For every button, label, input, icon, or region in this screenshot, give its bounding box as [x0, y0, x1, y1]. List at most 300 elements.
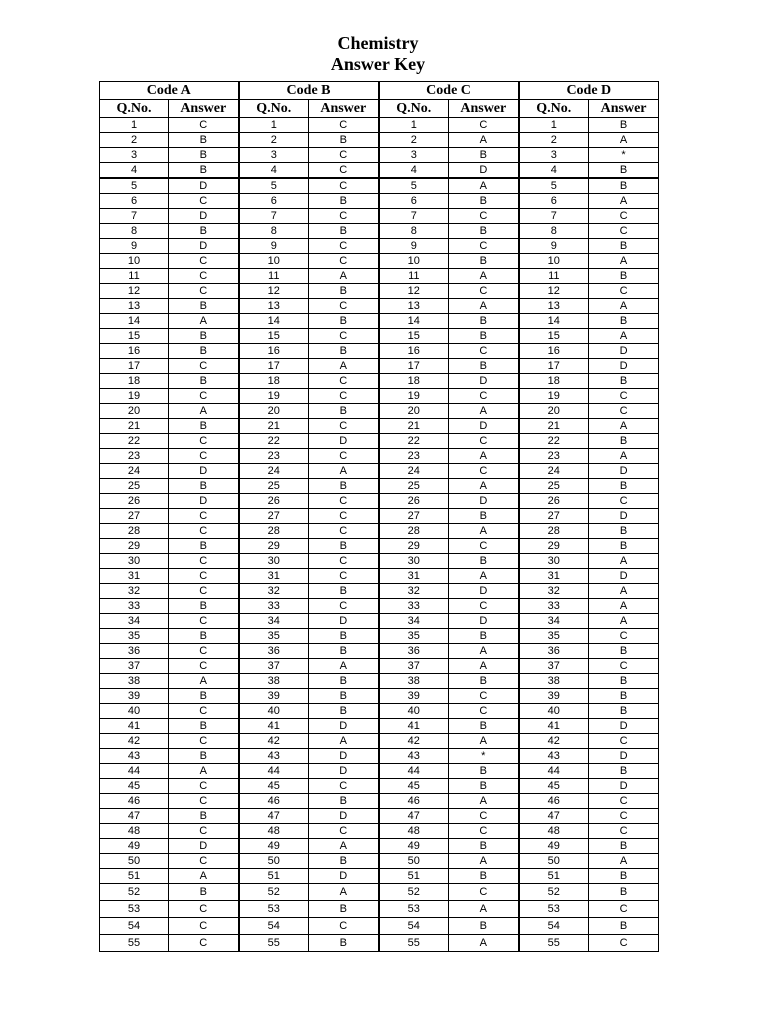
answer-cell: A	[309, 884, 379, 901]
question-number-cell: 53	[379, 901, 449, 918]
answer-cell: C	[449, 344, 519, 359]
question-number-cell: 8	[519, 224, 589, 239]
question-number-cell: 55	[100, 935, 169, 952]
answer-cell: C	[589, 935, 659, 952]
answer-cell: B	[449, 918, 519, 935]
table-row	[100, 404, 659, 419]
question-number-cell: 22	[379, 434, 449, 449]
question-number-cell: 20	[239, 404, 309, 419]
table-row	[100, 209, 659, 224]
question-number-cell: 32	[379, 584, 449, 599]
answer-cell: C	[309, 178, 379, 194]
question-number-cell: 6	[239, 194, 309, 209]
question-number-cell: 27	[379, 509, 449, 524]
question-number-cell: 55	[379, 935, 449, 952]
answer-cell: B	[169, 689, 239, 704]
question-number-cell: 8	[100, 224, 169, 239]
answer-cell: B	[169, 719, 239, 734]
answer-cell: C	[449, 884, 519, 901]
question-number-cell: 7	[379, 209, 449, 224]
question-number-cell: 43	[239, 749, 309, 764]
question-number-cell: 9	[239, 239, 309, 254]
question-number-cell: 43	[100, 749, 169, 764]
answer-cell: A	[309, 839, 379, 854]
answer-cell: B	[589, 539, 659, 554]
answer-cell: B	[309, 224, 379, 239]
question-number-cell: 12	[379, 284, 449, 299]
question-number-cell: 25	[239, 479, 309, 494]
answer-cell: A	[449, 854, 519, 869]
answer-cell: C	[309, 554, 379, 569]
answer-cell: C	[449, 689, 519, 704]
question-number-cell: 2	[239, 133, 309, 148]
answer-cell: C	[169, 854, 239, 869]
answer-cell: D	[589, 464, 659, 479]
answer-cell: B	[169, 539, 239, 554]
question-number-cell: 14	[100, 314, 169, 329]
answer-cell: C	[589, 284, 659, 299]
question-number-cell: 49	[239, 839, 309, 854]
table-row	[100, 344, 659, 359]
question-number-cell: 5	[100, 178, 169, 194]
question-number-cell: 55	[239, 935, 309, 952]
answer-cell: *	[449, 749, 519, 764]
question-number-cell: 10	[100, 254, 169, 269]
table-row	[100, 554, 659, 569]
question-number-cell: 51	[519, 869, 589, 884]
question-number-cell: 7	[239, 209, 309, 224]
question-number-cell: 15	[519, 329, 589, 344]
question-number-cell: 46	[100, 794, 169, 809]
answer-cell: C	[449, 704, 519, 719]
question-number-cell: 10	[379, 254, 449, 269]
question-number-cell: 6	[519, 194, 589, 209]
answer-cell: D	[309, 434, 379, 449]
answer-cell: D	[449, 419, 519, 434]
question-number-cell: 40	[239, 704, 309, 719]
answer-cell: B	[309, 133, 379, 148]
answer-cell: C	[169, 794, 239, 809]
answer-cell: B	[309, 794, 379, 809]
answer-cell: C	[449, 599, 519, 614]
answer-cell: C	[309, 599, 379, 614]
answer-cell: B	[589, 239, 659, 254]
answer-cell: D	[309, 764, 379, 779]
answer-cell: D	[309, 809, 379, 824]
answer-cell: C	[169, 509, 239, 524]
question-number-cell: 11	[519, 269, 589, 284]
answer-cell: C	[309, 209, 379, 224]
question-number-cell: 43	[519, 749, 589, 764]
question-number-cell: 39	[519, 689, 589, 704]
answer-cell: C	[169, 659, 239, 674]
answer-cell: B	[309, 284, 379, 299]
question-number-cell: 34	[519, 614, 589, 629]
answer-cell: A	[589, 254, 659, 269]
question-number-cell: 48	[100, 824, 169, 839]
answer-cell: D	[589, 779, 659, 794]
answer-header: Answer	[449, 100, 519, 118]
answer-cell: A	[589, 599, 659, 614]
question-number-cell: 46	[379, 794, 449, 809]
question-number-cell: 10	[239, 254, 309, 269]
answer-cell: C	[169, 644, 239, 659]
qno-header: Q.No.	[100, 100, 169, 118]
table-row	[100, 584, 659, 599]
table-row	[100, 779, 659, 794]
answer-cell: A	[309, 359, 379, 374]
answer-cell: C	[169, 269, 239, 284]
question-number-cell: 44	[239, 764, 309, 779]
question-number-cell: 36	[379, 644, 449, 659]
question-number-cell: 17	[239, 359, 309, 374]
question-number-cell: 30	[379, 554, 449, 569]
answer-cell: B	[169, 224, 239, 239]
answer-cell: C	[449, 809, 519, 824]
answer-cell: C	[169, 918, 239, 935]
answer-cell: B	[309, 689, 379, 704]
question-number-cell: 47	[519, 809, 589, 824]
answer-cell: B	[169, 599, 239, 614]
answer-cell: A	[449, 269, 519, 284]
answer-cell: B	[449, 674, 519, 689]
document-subtitle: Answer Key	[330, 54, 426, 74]
question-number-cell: 25	[100, 479, 169, 494]
answer-cell: *	[589, 148, 659, 163]
question-number-cell: 3	[100, 148, 169, 163]
question-number-cell: 16	[100, 344, 169, 359]
table-row	[100, 419, 659, 434]
answer-cell: C	[309, 419, 379, 434]
answer-cell: A	[449, 569, 519, 584]
answer-cell: B	[169, 344, 239, 359]
table-row	[100, 704, 659, 719]
qno-header: Q.No.	[239, 100, 309, 118]
question-number-cell: 6	[100, 194, 169, 209]
answer-cell: C	[589, 824, 659, 839]
answer-cell: C	[309, 569, 379, 584]
question-number-cell: 11	[379, 269, 449, 284]
answer-cell: D	[309, 869, 379, 884]
table-row	[100, 839, 659, 854]
answer-cell: A	[589, 329, 659, 344]
question-number-cell: 2	[379, 133, 449, 148]
answer-cell: C	[169, 614, 239, 629]
question-number-cell: 41	[239, 719, 309, 734]
question-number-cell: 23	[519, 449, 589, 464]
question-number-cell: 18	[519, 374, 589, 389]
answer-cell: C	[169, 449, 239, 464]
question-number-cell: 30	[239, 554, 309, 569]
table-row	[100, 269, 659, 284]
table-row	[100, 163, 659, 179]
question-number-cell: 44	[519, 764, 589, 779]
answer-cell: C	[169, 524, 239, 539]
question-number-cell: 55	[519, 935, 589, 952]
question-number-cell: 13	[100, 299, 169, 314]
answer-cell: C	[449, 539, 519, 554]
question-number-cell: 13	[519, 299, 589, 314]
question-number-cell: 27	[519, 509, 589, 524]
question-number-cell: 18	[379, 374, 449, 389]
table-row	[100, 133, 659, 148]
table-row	[100, 449, 659, 464]
table-row	[100, 734, 659, 749]
question-number-cell: 13	[239, 299, 309, 314]
table-row	[100, 194, 659, 209]
answer-cell: B	[449, 148, 519, 163]
question-number-cell: 11	[239, 269, 309, 284]
answer-cell: B	[589, 314, 659, 329]
question-number-cell: 45	[379, 779, 449, 794]
question-number-cell: 5	[239, 178, 309, 194]
answer-cell: B	[449, 194, 519, 209]
answer-cell: C	[169, 254, 239, 269]
table-row	[100, 614, 659, 629]
answer-cell: B	[449, 314, 519, 329]
question-number-cell: 36	[100, 644, 169, 659]
answer-cell: D	[449, 374, 519, 389]
answer-cell: A	[169, 674, 239, 689]
question-number-cell: 34	[239, 614, 309, 629]
question-number-cell: 45	[100, 779, 169, 794]
answer-cell: C	[589, 901, 659, 918]
question-number-cell: 3	[519, 148, 589, 163]
question-number-cell: 53	[100, 901, 169, 918]
question-number-cell: 38	[100, 674, 169, 689]
answer-cell: B	[169, 374, 239, 389]
question-number-cell: 42	[519, 734, 589, 749]
code-d-header: Code D	[519, 82, 659, 100]
answer-cell: C	[309, 494, 379, 509]
column-header-row	[100, 100, 659, 118]
question-number-cell: 7	[519, 209, 589, 224]
table-row	[100, 569, 659, 584]
question-number-cell: 42	[100, 734, 169, 749]
table-row	[100, 479, 659, 494]
question-number-cell: 32	[239, 584, 309, 599]
question-number-cell: 4	[379, 163, 449, 179]
answer-cell: C	[589, 629, 659, 644]
question-number-cell: 5	[379, 178, 449, 194]
question-number-cell: 52	[100, 884, 169, 901]
answer-cell: C	[589, 224, 659, 239]
question-number-cell: 54	[239, 918, 309, 935]
answer-cell: D	[589, 719, 659, 734]
answer-cell: D	[169, 239, 239, 254]
answer-cell: D	[449, 614, 519, 629]
answer-cell: B	[449, 839, 519, 854]
answer-key-body	[100, 118, 659, 952]
answer-cell: C	[309, 118, 379, 133]
question-number-cell: 17	[379, 359, 449, 374]
question-number-cell: 46	[519, 794, 589, 809]
table-row	[100, 464, 659, 479]
question-number-cell: 29	[239, 539, 309, 554]
question-number-cell: 53	[239, 901, 309, 918]
question-number-cell: 29	[379, 539, 449, 554]
table-row	[100, 884, 659, 901]
question-number-cell: 29	[100, 539, 169, 554]
question-number-cell: 19	[519, 389, 589, 404]
answer-cell: A	[449, 659, 519, 674]
question-number-cell: 49	[379, 839, 449, 854]
question-number-cell: 37	[239, 659, 309, 674]
answer-cell: C	[169, 584, 239, 599]
question-number-cell: 39	[100, 689, 169, 704]
answer-cell: B	[309, 344, 379, 359]
answer-cell: C	[589, 659, 659, 674]
answer-cell: C	[169, 284, 239, 299]
answer-header: Answer	[169, 100, 239, 118]
question-number-cell: 49	[519, 839, 589, 854]
table-row	[100, 539, 659, 554]
question-number-cell: 9	[100, 239, 169, 254]
question-number-cell: 28	[239, 524, 309, 539]
table-row	[100, 869, 659, 884]
answer-cell: B	[589, 644, 659, 659]
answer-cell: B	[169, 884, 239, 901]
answer-cell: A	[449, 479, 519, 494]
answer-cell: C	[449, 389, 519, 404]
question-number-cell: 26	[519, 494, 589, 509]
answer-cell: A	[589, 449, 659, 464]
table-row	[100, 644, 659, 659]
answer-cell: C	[169, 935, 239, 952]
question-number-cell: 48	[379, 824, 449, 839]
answer-cell: D	[589, 344, 659, 359]
question-number-cell: 26	[239, 494, 309, 509]
question-number-cell: 29	[519, 539, 589, 554]
question-number-cell: 43	[379, 749, 449, 764]
answer-cell: C	[169, 901, 239, 918]
question-number-cell: 15	[100, 329, 169, 344]
question-number-cell: 28	[100, 524, 169, 539]
question-number-cell: 44	[100, 764, 169, 779]
answer-cell: B	[449, 224, 519, 239]
question-number-cell: 14	[519, 314, 589, 329]
answer-cell: D	[589, 569, 659, 584]
answer-cell: B	[169, 299, 239, 314]
question-number-cell: 24	[379, 464, 449, 479]
answer-cell: B	[589, 524, 659, 539]
answer-cell: D	[589, 749, 659, 764]
question-number-cell: 20	[379, 404, 449, 419]
answer-cell: C	[309, 163, 379, 179]
question-number-cell: 19	[379, 389, 449, 404]
question-number-cell: 52	[239, 884, 309, 901]
question-number-cell: 10	[519, 254, 589, 269]
answer-cell: C	[309, 254, 379, 269]
answer-cell: D	[169, 494, 239, 509]
question-number-cell: 38	[239, 674, 309, 689]
answer-cell: A	[449, 935, 519, 952]
table-row	[100, 389, 659, 404]
answer-cell: A	[589, 614, 659, 629]
question-number-cell: 37	[100, 659, 169, 674]
table-row	[100, 494, 659, 509]
question-number-cell: 23	[239, 449, 309, 464]
answer-cell: C	[589, 389, 659, 404]
answer-cell: B	[589, 839, 659, 854]
question-number-cell: 32	[100, 584, 169, 599]
question-number-cell: 36	[519, 644, 589, 659]
answer-cell: C	[169, 554, 239, 569]
question-number-cell: 8	[379, 224, 449, 239]
question-number-cell: 13	[379, 299, 449, 314]
question-number-cell: 1	[379, 118, 449, 133]
question-number-cell: 17	[519, 359, 589, 374]
answer-cell: B	[169, 629, 239, 644]
question-number-cell: 4	[239, 163, 309, 179]
question-number-cell: 50	[239, 854, 309, 869]
question-number-cell: 41	[519, 719, 589, 734]
table-row	[100, 659, 659, 674]
answer-cell: D	[169, 178, 239, 194]
answer-cell: A	[589, 584, 659, 599]
question-number-cell: 37	[379, 659, 449, 674]
answer-cell: C	[169, 704, 239, 719]
question-number-cell: 15	[379, 329, 449, 344]
question-number-cell: 30	[100, 554, 169, 569]
question-number-cell: 4	[519, 163, 589, 179]
answer-header: Answer	[309, 100, 379, 118]
table-row	[100, 599, 659, 614]
answer-cell: B	[449, 779, 519, 794]
question-number-cell: 19	[100, 389, 169, 404]
question-number-cell: 26	[379, 494, 449, 509]
question-number-cell: 3	[379, 148, 449, 163]
answer-cell: C	[309, 374, 379, 389]
answer-cell: B	[169, 148, 239, 163]
question-number-cell: 18	[100, 374, 169, 389]
answer-cell: A	[449, 901, 519, 918]
answer-cell: D	[589, 359, 659, 374]
answer-cell: B	[309, 901, 379, 918]
question-number-cell: 12	[519, 284, 589, 299]
question-number-cell: 5	[519, 178, 589, 194]
answer-cell: B	[589, 434, 659, 449]
question-number-cell: 31	[379, 569, 449, 584]
answer-cell: C	[309, 148, 379, 163]
answer-cell: A	[449, 299, 519, 314]
table-row	[100, 374, 659, 389]
question-number-cell: 31	[100, 569, 169, 584]
question-number-cell: 33	[239, 599, 309, 614]
question-number-cell: 51	[379, 869, 449, 884]
answer-cell: A	[589, 554, 659, 569]
table-row	[100, 314, 659, 329]
answer-cell: D	[169, 839, 239, 854]
answer-cell: B	[169, 479, 239, 494]
question-number-cell: 26	[100, 494, 169, 509]
question-number-cell: 23	[379, 449, 449, 464]
answer-cell: B	[309, 479, 379, 494]
question-number-cell: 50	[519, 854, 589, 869]
question-number-cell: 35	[379, 629, 449, 644]
answer-cell: D	[449, 494, 519, 509]
question-number-cell: 22	[239, 434, 309, 449]
answer-cell: C	[449, 464, 519, 479]
answer-cell: C	[589, 809, 659, 824]
answer-cell: D	[449, 584, 519, 599]
question-number-cell: 47	[379, 809, 449, 824]
answer-cell: A	[589, 854, 659, 869]
answer-cell: A	[309, 269, 379, 284]
answer-cell: C	[589, 734, 659, 749]
answer-cell: B	[309, 644, 379, 659]
answer-cell: B	[589, 269, 659, 284]
